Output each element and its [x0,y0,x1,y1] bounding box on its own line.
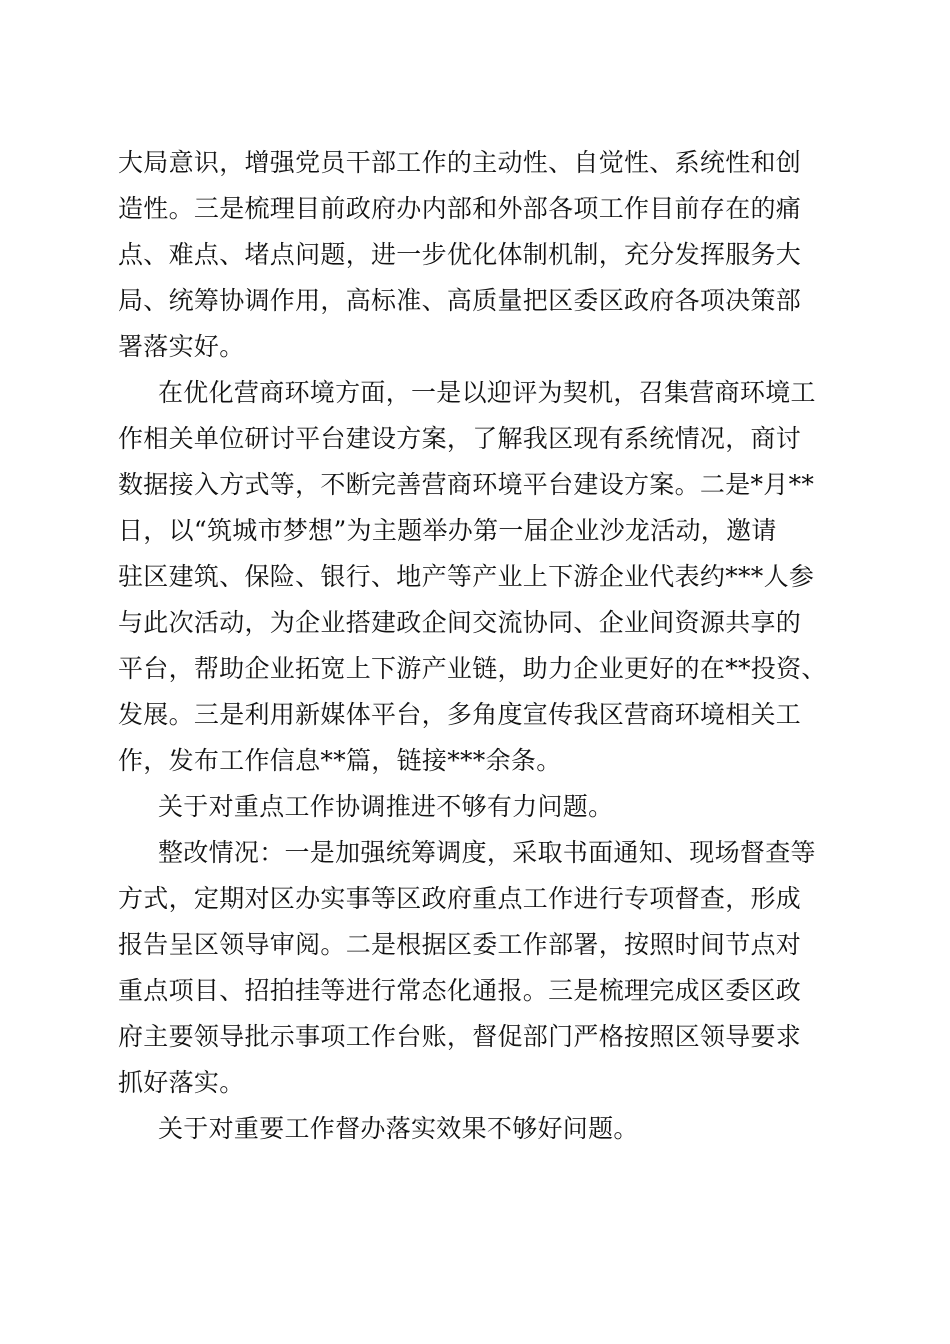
text-line: 局、统筹协调作用，高标准、高质量把区委区政府各项决策部 [118,286,802,315]
text-line: 报告呈区领导审阅。二是根据区委工作部署，按照时间节点对 [118,930,802,959]
paragraph [118,830,834,1106]
section-heading: 关于对重要工作督办落实效果不够好问题。 [158,1114,639,1143]
text-line: 在优化营商环境方面，一是以迎评为契机，召集营商环境工 [158,378,816,407]
text-line: 抓好落实。 [118,1068,245,1097]
text-line: 与此次活动，为企业搭建政企间交流协同、企业间资源共享的 [118,608,802,637]
text-line: 造性。三是梳理目前政府办内部和外部各项工作目前存在的痛 [118,194,802,223]
text-line: 发展。三是利用新媒体平台，多角度宣传我区营商环境相关工 [118,700,802,729]
section-heading: 关于对重点工作协调推进不够有力问题。 [158,792,614,821]
text-line: 驻区建筑、保险、银行、地产等产业上下游企业代表约***人参 [118,562,815,591]
text-line: 整改情况：一是加强统筹调度，采取书面通知、现场督查等 [158,838,816,867]
text-line: 作，发布工作信息**篇，链接***余条。 [118,746,562,775]
paragraph [118,370,834,784]
text-line: 府主要领导批示事项工作台账，督促部门严格按照区领导要求 [118,1022,802,1051]
text-line: 方式，定期对区办实事等区政府重点工作进行专项督查，形成 [118,884,802,913]
text-line: 点、难点、堵点问题，进一步优化体制机制，充分发挥服务大 [118,240,802,269]
paragraph [118,140,834,370]
text-line: 日，以“筑城市梦想”为主题举办第一届企业沙龙活动，邀请 [118,516,777,545]
document-body [118,140,834,1152]
text-line: 大局意识，增强党员干部工作的主动性、自觉性、系统性和创 [118,148,802,177]
text-line: 平台，帮助企业拓宽上下游产业链，助力企业更好的在**投资、 [118,654,827,683]
text-line: 署落实好。 [118,332,245,361]
text-line: 作相关单位研讨平台建设方案，了解我区现有系统情况，商讨 [118,424,802,453]
text-line: 重点项目、招拍挂等进行常态化通报。三是梳理完成区委区政 [118,976,802,1005]
text-line: 数据接入方式等，不断完善营商环境平台建设方案。二是*月** [118,470,815,499]
